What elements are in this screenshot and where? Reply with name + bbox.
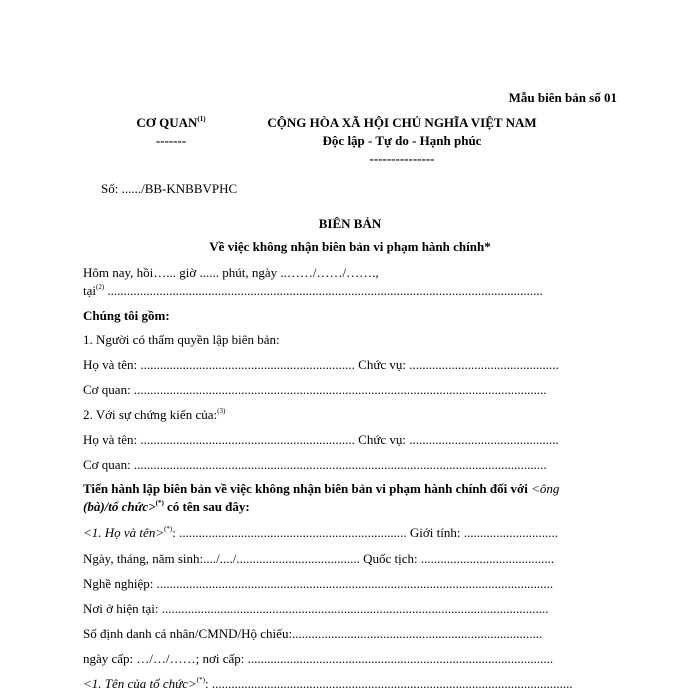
- person2-heading: [83, 407, 225, 423]
- proceed-bold-1: Tiến hành lập biên bản về việc không nhận biên bản vi phạm hành chính đối với: [83, 481, 528, 496]
- person1-heading: 1. Người có thẩm quyền lập biên bản:: [83, 332, 280, 347]
- proceed-ital-1: <ông: [531, 481, 560, 496]
- individual-residence-line: Nơi ở hiện tại: .......................................................................................................................: [83, 601, 549, 616]
- proceed-bold-2: có tên sau đây:: [163, 499, 250, 514]
- form-number: Mẫu biên bản số 01: [508, 90, 617, 105]
- nation-title: CỘNG HÒA XÃ HỘI CHỦ NGHĨA VIỆT NAM: [267, 115, 537, 130]
- individual-issued-line: ngày cấp: …/…/……; nơi cấp: ..............................................................................................: [83, 651, 554, 666]
- proceed-line-1: [83, 481, 559, 497]
- agency-label: [136, 115, 205, 131]
- person2-heading-text: 2. Với sự chứng kiến của:: [83, 407, 218, 422]
- section-we: Chúng tôi gồm:: [83, 308, 170, 323]
- document-number: Số: ....../BB-KNBBVPHC: [101, 181, 238, 196]
- organization-rest: : ...............................................................................................................: [204, 676, 573, 691]
- person2-agency-line: Cơ quan: ...............................................................................................................................: [83, 457, 547, 472]
- place-dots: ......................................................................................................................................: [104, 283, 543, 298]
- organization-note: (*): [196, 676, 205, 684]
- place-note: (2): [96, 283, 105, 291]
- proceed-line-2: [83, 499, 250, 515]
- place-prefix: tại: [83, 283, 96, 298]
- individual-label: <1. Họ và tên>: [83, 525, 165, 540]
- agency-text: CƠ QUAN: [136, 115, 198, 130]
- individual-dob-line: Ngày, tháng, năm sinh:..../..../...................................... Quốc tịch: .........................................: [83, 551, 555, 566]
- person1-agency-line: Cơ quan: ...............................................................................................................................: [83, 382, 547, 397]
- proceed-ital-2: (bà)/tổ chức>: [83, 499, 156, 514]
- motto-dash: ---------------: [369, 151, 435, 166]
- individual-name-line: [83, 525, 558, 541]
- person2-note: (3): [217, 407, 226, 415]
- individual-id-line: Số định danh cá nhân/CMND/Hộ chiếu:.............................................................................: [83, 626, 543, 641]
- individual-name-rest: : ...................................................................... Giới tính: .............................: [172, 525, 558, 540]
- agency-note: (1): [197, 115, 206, 123]
- page-title: BIÊN BẢN: [318, 216, 382, 231]
- motto: Độc lập - Tự do - Hạnh phúc: [322, 133, 482, 148]
- individual-job-line: Nghề nghiệp: ..........................................................................................................................: [83, 576, 554, 591]
- page-subtitle: Về việc không nhận biên bản vi phạm hành chính*: [209, 239, 491, 254]
- organization-label: <1. Tên của tổ chức>: [83, 676, 197, 691]
- individual-note: (*): [164, 525, 173, 533]
- person1-name-line: Họ và tên: .................................................................. Chức vụ: ..............................................: [83, 357, 559, 372]
- proceed-note: (*): [155, 499, 164, 507]
- agency-dash: -------: [155, 133, 187, 148]
- person2-name-line: Họ và tên: .................................................................. Chức vụ: ..............................................: [83, 432, 559, 447]
- intro-time-line: Hôm nay, hồi…... giờ ...... phút, ngày ..……/……/…….,: [83, 265, 379, 280]
- intro-place-line: [83, 283, 543, 299]
- organization-name-line: [83, 676, 573, 692]
